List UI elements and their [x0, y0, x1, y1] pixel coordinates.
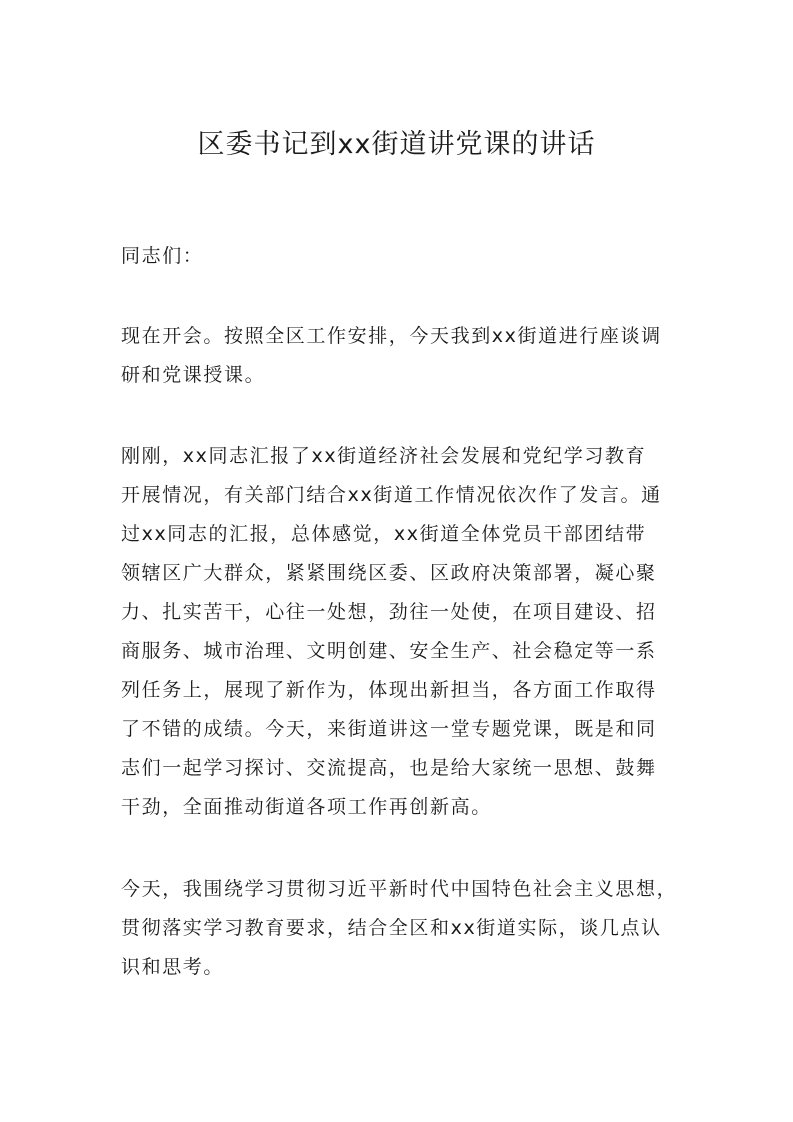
paragraph-line: 商服务、城市治理、文明创建、安全生产、社会稳定等一系 — [121, 640, 657, 662]
paragraph-line: 列任务上，展现了新作为，体现出新担当，各方面工作取得 — [121, 679, 657, 701]
paragraph-2 — [121, 437, 681, 827]
paragraph-line: 过xx同志的汇报，总体感觉，xx街道全体党员干部团结带 — [121, 523, 647, 545]
paragraph-line: 志们一起学习探讨、交流提高，也是给大家统一思想、鼓舞 — [121, 757, 657, 779]
paragraph-line: 贯彻落实学习教育要求，结合全区和xx街道实际，谈几点认 — [121, 917, 662, 939]
paragraph-1 — [121, 317, 681, 395]
paragraph-line: 现在开会。按照全区工作安排，今天我到xx街道进行座谈调 — [121, 325, 662, 347]
paragraph-3 — [121, 870, 681, 987]
paragraph-line: 领辖区广大群众，紧紧围绕区委、区政府决策部署，凝心聚 — [121, 562, 657, 584]
paragraph-line: 力、扎实苦干，心往一处想，劲往一处使，在项目建设、招 — [121, 601, 657, 623]
paragraph-line: 刚刚，xx同志汇报了xx街道经济社会发展和党纪学习教育 — [121, 445, 647, 467]
document-title: 区委书记到xx街道讲党课的讲话 — [197, 129, 596, 160]
paragraph-line: 今天，我围绕学习贯彻习近平新时代中国特色社会主义思想， — [121, 878, 678, 900]
paragraph-line: 了不错的成绩。今天，来街道讲这一堂专题党课，既是和同 — [121, 718, 657, 740]
paragraph-line: 识和思考。 — [121, 956, 225, 978]
paragraph-line: 开展情况，有关部门结合xx街道工作情况依次作了发言。通 — [121, 484, 662, 506]
paragraph-line: 干劲，全面推动街道各项工作再创新高。 — [121, 796, 492, 818]
paragraph-line: 研和党课授课。 — [121, 364, 266, 386]
salutation: 同志们： — [121, 245, 204, 267]
